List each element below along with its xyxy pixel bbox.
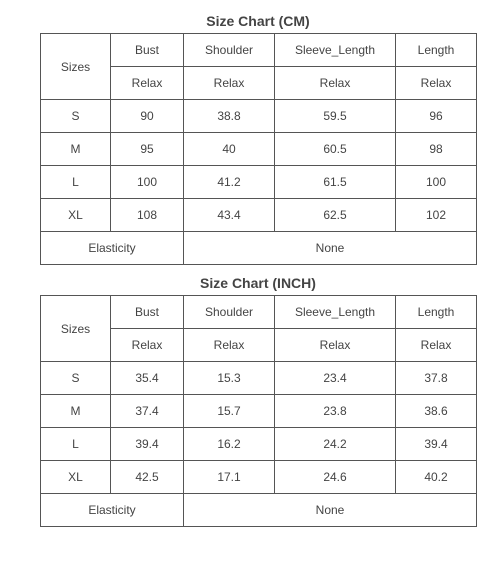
fit-shoulder: Relax <box>184 67 275 100</box>
cell-bust: 100 <box>111 166 184 199</box>
cell-length: 102 <box>396 199 477 232</box>
cell-bust: 39.4 <box>111 428 184 461</box>
cell-shoulder: 43.4 <box>184 199 275 232</box>
size-chart-cm-table <box>40 33 477 265</box>
cell-bust: 90 <box>111 100 184 133</box>
header-bust: Bust <box>111 34 184 67</box>
fit-shoulder: Relax <box>184 329 275 362</box>
cell-length: 37.8 <box>396 362 477 395</box>
header-shoulder: Shoulder <box>184 296 275 329</box>
cell-sleeve-length: 24.2 <box>275 428 396 461</box>
cell-length: 39.4 <box>396 428 477 461</box>
cell-shoulder: 40 <box>184 133 275 166</box>
elasticity-value: None <box>184 494 477 527</box>
cell-bust: 95 <box>111 133 184 166</box>
header-sleeve-length: Sleeve_Length <box>275 296 396 329</box>
size-chart-inch-table <box>40 295 477 527</box>
cell-size: S <box>41 362 111 395</box>
cell-bust: 37.4 <box>111 395 184 428</box>
elasticity-row <box>41 494 477 527</box>
table-row <box>41 100 477 133</box>
fit-sleeve-length: Relax <box>275 67 396 100</box>
cell-length: 38.6 <box>396 395 477 428</box>
fit-bust: Relax <box>111 67 184 100</box>
header-row <box>41 34 477 67</box>
cell-size: M <box>41 395 111 428</box>
fit-length: Relax <box>396 67 477 100</box>
elasticity-label: Elasticity <box>41 494 184 527</box>
table-row <box>41 428 477 461</box>
cell-sleeve-length: 61.5 <box>275 166 396 199</box>
cell-length: 98 <box>396 133 477 166</box>
table-row <box>41 461 477 494</box>
fit-bust: Relax <box>111 329 184 362</box>
size-chart-inch-title: Size Chart (INCH) <box>200 275 316 291</box>
header-shoulder: Shoulder <box>184 34 275 67</box>
cell-length: 100 <box>396 166 477 199</box>
cell-shoulder: 38.8 <box>184 100 275 133</box>
cell-size: M <box>41 133 111 166</box>
cell-sleeve-length: 60.5 <box>275 133 396 166</box>
cell-shoulder: 41.2 <box>184 166 275 199</box>
cell-shoulder: 16.2 <box>184 428 275 461</box>
table-row <box>41 362 477 395</box>
cell-size: XL <box>41 199 111 232</box>
header-row <box>41 296 477 329</box>
header-bust: Bust <box>111 296 184 329</box>
cell-size: S <box>41 100 111 133</box>
cell-size: XL <box>41 461 111 494</box>
header-length: Length <box>396 296 477 329</box>
cell-shoulder: 15.3 <box>184 362 275 395</box>
fit-length: Relax <box>396 329 477 362</box>
cell-shoulder: 15.7 <box>184 395 275 428</box>
cell-bust: 42.5 <box>111 461 184 494</box>
table-row <box>41 166 477 199</box>
cell-size: L <box>41 166 111 199</box>
header-length: Length <box>396 34 477 67</box>
cell-sleeve-length: 23.8 <box>275 395 396 428</box>
cell-size: L <box>41 428 111 461</box>
cell-bust: 108 <box>111 199 184 232</box>
cell-bust: 35.4 <box>111 362 184 395</box>
table-row <box>41 133 477 166</box>
cell-length: 96 <box>396 100 477 133</box>
size-chart-cm-title: Size Chart (CM) <box>206 13 310 29</box>
table-row <box>41 199 477 232</box>
fit-sleeve-length: Relax <box>275 329 396 362</box>
table-row <box>41 395 477 428</box>
elasticity-label: Elasticity <box>41 232 184 265</box>
header-sleeve-length: Sleeve_Length <box>275 34 396 67</box>
elasticity-value: None <box>184 232 477 265</box>
elasticity-row <box>41 232 477 265</box>
cell-length: 40.2 <box>396 461 477 494</box>
cell-sleeve-length: 23.4 <box>275 362 396 395</box>
cell-sleeve-length: 62.5 <box>275 199 396 232</box>
cell-sleeve-length: 24.6 <box>275 461 396 494</box>
header-sizes: Sizes <box>41 34 111 100</box>
cell-sleeve-length: 59.5 <box>275 100 396 133</box>
cell-shoulder: 17.1 <box>184 461 275 494</box>
header-sizes: Sizes <box>41 296 111 362</box>
